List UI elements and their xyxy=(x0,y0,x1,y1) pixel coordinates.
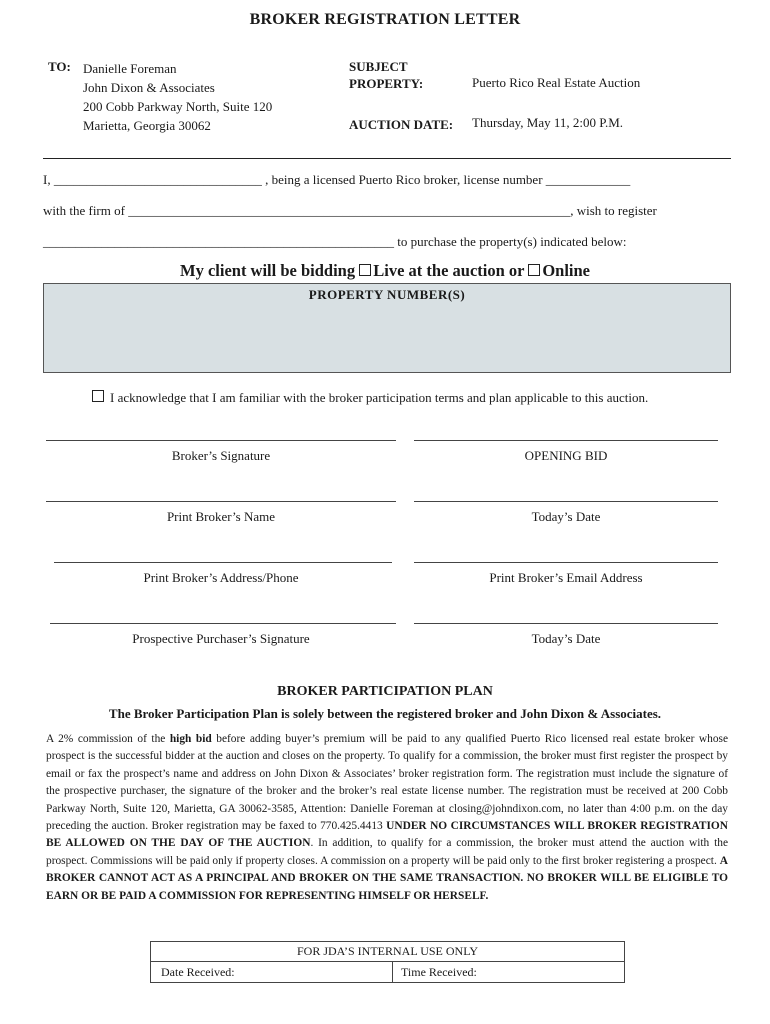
plan-title: BROKER PARTICIPATION PLAN xyxy=(277,684,493,699)
address-line: 200 Cobb Parkway North, Suite 120 xyxy=(83,99,273,114)
online-option-label: Online xyxy=(542,261,590,280)
purchaser-signature-line[interactable] xyxy=(50,623,396,624)
address-line: Marietta, Georgia 30062 xyxy=(83,118,211,133)
time-received-field[interactable]: Time Received: xyxy=(401,965,477,979)
address-line: John Dixon & Associates xyxy=(83,80,215,95)
header-divider xyxy=(43,158,731,159)
todays-date-line-2[interactable] xyxy=(414,623,718,624)
plan-body: A 2% commission of the high bid before adding buyer’s premium will be paid to any qualified Puerto Rico licensed real estate broker whose prospect is the successful bidder at the auction and closes on the property. To qualify for a commission, the broker must first register the prospect by email or fax the prospect’s name and address on John Dixon & Associates’ broker registration form. The registration must include the signature of the prospective purchaser, the signature of the broker and the broker’s real estate license number. The registration must be received at 200 Cobb Parkway North, Suite 120, Marietta, GA 30062-3585, Attention: Danielle Foreman at closing@johndixon.com, no later than 4:00 p.m. on the day preceding the auction. Broker registration may be faxed to 770.425.4413 UNDER NO CIRCUMSTANCES WILL BROKER REGISTRATION BE ALLOWED ON THE DAY OF THE AUCTION. In addition, to qualify for a commission, the broker must attend the auction with the prospect. Commissions will be paid only if property closes. A commission on a property will be paid only to the first broker registering a prospect. A BROKER CANNOT ACT AS A PRINCIPAL AND BROKER ON THE SAME TRANSACTION. NO BROKER WILL BE ELIGIBLE TO EARN OR BE PAID A COMMISSION FOR REPRESENTING HIMSELF OR HERSELF. xyxy=(46,733,729,902)
live-option-label: Live at the auction xyxy=(373,261,505,280)
to-label: TO: xyxy=(48,59,71,74)
broker-email-label: Print Broker’s Email Address xyxy=(489,570,643,585)
date-received-field[interactable]: Date Received: xyxy=(161,965,235,979)
live-checkbox[interactable] xyxy=(359,264,371,276)
purchaser-signature-label: Prospective Purchaser’s Signature xyxy=(132,631,310,646)
internal-use-box xyxy=(150,941,625,983)
auction-date-value: Thursday, May 11, 2:00 P.M. xyxy=(472,115,624,130)
recipient-address xyxy=(83,59,272,135)
auction-date-label: AUCTION DATE: xyxy=(349,117,454,132)
todays-date-label-2: Today’s Date xyxy=(531,631,601,646)
broker-address-line[interactable] xyxy=(54,562,392,563)
bidding-method: My client will be bidding Live at the auction or Online xyxy=(180,261,590,280)
client-purchase-line[interactable]: ______________________________________________________ to purchase the property(s) indicated below: xyxy=(43,234,627,249)
page-title: BROKER REGISTRATION LETTER xyxy=(249,11,521,28)
firm-register-line[interactable]: with the firm of ____________________________________________________________________, wish to register xyxy=(43,203,657,218)
opening-bid-line[interactable] xyxy=(414,440,718,441)
broker-name-label: Print Broker’s Name xyxy=(166,509,276,524)
cell-divider xyxy=(392,962,393,983)
acknowledge-checkbox[interactable] xyxy=(92,390,104,402)
acknowledge-row xyxy=(92,390,648,406)
todays-date-label: Today’s Date xyxy=(531,509,601,524)
plan-subtitle: The Broker Participation Plan is solely between the registered broker and John Dixon & Associates. xyxy=(108,706,662,721)
internal-use-header: FOR JDA’S INTERNAL USE ONLY xyxy=(296,944,479,958)
broker-signature-line[interactable] xyxy=(46,440,396,441)
internal-use-row xyxy=(151,961,624,983)
todays-date-line[interactable] xyxy=(414,501,718,502)
subject-property-label: SUBJECT PROPERTY: xyxy=(349,59,424,91)
address-line: Danielle Foreman xyxy=(83,61,177,76)
property-number-header: PROPERTY NUMBER(S) xyxy=(308,287,466,302)
subject-property-value: Puerto Rico Real Estate Auction xyxy=(472,75,641,90)
broker-name-license-line[interactable]: I, ________________________________ , being a licensed Puerto Rico broker, license number _____________ xyxy=(43,172,631,187)
broker-address-label: Print Broker’s Address/Phone xyxy=(143,570,299,585)
broker-email-line[interactable] xyxy=(414,562,718,563)
broker-signature-label: Broker’s Signature xyxy=(171,448,271,463)
opening-bid-label: OPENING BID xyxy=(524,448,608,463)
property-number-box[interactable] xyxy=(43,283,731,373)
online-checkbox[interactable] xyxy=(528,264,540,276)
broker-name-line[interactable] xyxy=(46,501,396,502)
acknowledge-text: I acknowledge that I am familiar with the broker participation terms and plan applicable to this auction. xyxy=(110,390,649,405)
